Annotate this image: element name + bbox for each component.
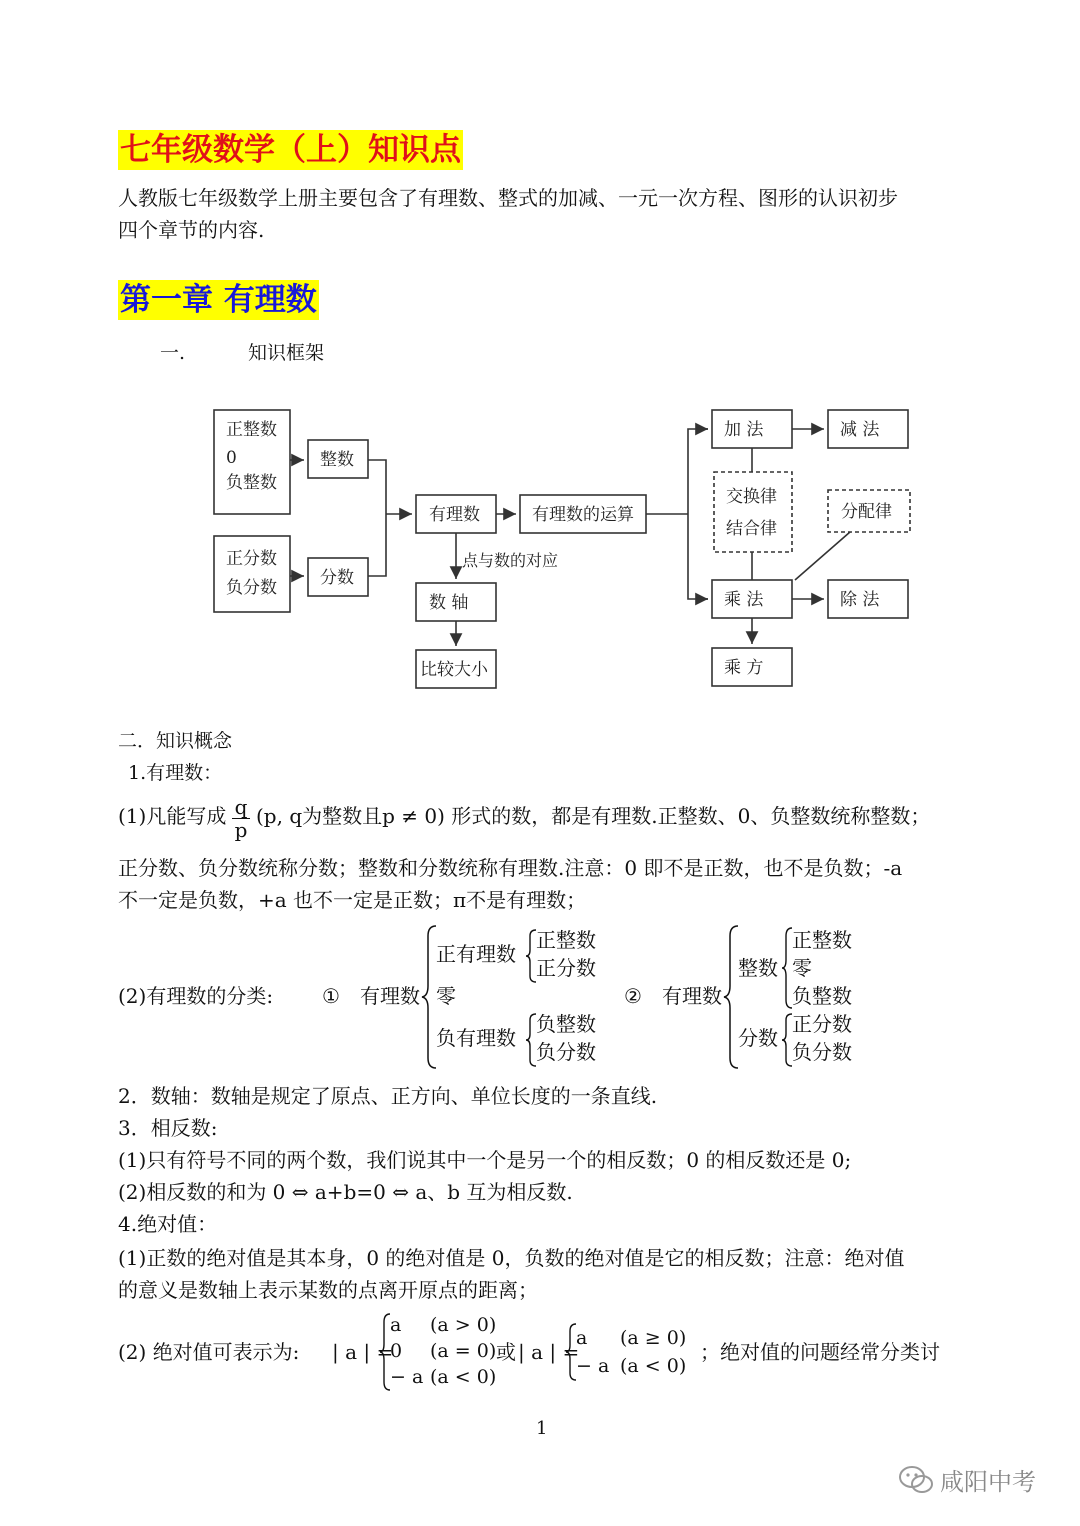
p2-neg-frac-2: 负分数	[792, 1040, 852, 1064]
diag-rational: 有理数	[429, 505, 480, 525]
diag-sub: 减 法	[840, 420, 880, 440]
intro-line-2: 四个章节的内容.	[118, 218, 265, 242]
diag-pos-int: 正整数	[226, 420, 277, 440]
intro-line-1: 人教版七年级数学上册主要包含了有理数、整式的加减、一元一次方程、图形的认识初步	[118, 186, 898, 210]
fraction-numerator: q	[232, 796, 250, 819]
or-word: 或	[496, 1340, 516, 1364]
p2-zero-2: 零	[792, 956, 812, 980]
section1-number: 一.	[160, 342, 186, 364]
p2-neg-frac-1: 负分数	[536, 1040, 596, 1064]
section1-label: 知识框架	[248, 342, 325, 364]
p1-d: 不一定是负数，+a 也不一定是正数；π不是有理数；	[118, 888, 587, 912]
diag-compare: 比较大小	[420, 660, 488, 680]
watermark-text: 咸阳中考	[940, 1468, 1036, 1496]
page-number: 1	[536, 1418, 548, 1439]
p2-pos-frac-1: 正分数	[536, 956, 596, 980]
case-3-value: − a	[390, 1366, 424, 1388]
item4-2-label: (2) 绝对值可表示为:	[118, 1340, 300, 1364]
diag-operations: 有理数的运算	[532, 505, 634, 525]
case-5-cond: (a < 0)	[620, 1355, 687, 1377]
p2-fraction: 分数	[738, 1026, 778, 1050]
item3-1: (1)只有符号不同的两个数，我们说其中一个是另一个的相反数；0 的相反数还是 0;	[118, 1148, 852, 1172]
p2-label: (2)有理数的分类:	[118, 984, 274, 1008]
case-5-value: − a	[576, 1355, 610, 1377]
diag-integer: 整数	[320, 450, 354, 470]
box-laws	[714, 472, 792, 552]
p1-a: (1)凡能写成	[118, 804, 227, 828]
p2-neg-int-1: 负整数	[536, 1012, 596, 1036]
p1-c: 正分数、负分数统称分数；整数和分数统称有理数.注意：0 即不是正数，也不是负数；-a	[118, 856, 903, 880]
diag-neg-int: 负整数	[226, 473, 277, 493]
item3: 3．相反数:	[118, 1116, 218, 1140]
p2-neg-int-2: 负整数	[792, 984, 852, 1008]
case-1-value: a	[390, 1314, 402, 1336]
p2-neg-rational: 负有理数	[436, 1026, 516, 1050]
diag-axis: 数 轴	[429, 593, 469, 613]
fraction-denominator: p	[234, 818, 248, 842]
wechat-icon	[898, 1465, 934, 1495]
fraction	[232, 796, 250, 841]
diag-pos-frac: 正分数	[226, 549, 277, 569]
p2-pos-frac-2: 正分数	[792, 1012, 852, 1036]
chapter-heading: 第一章 有理数	[120, 282, 317, 318]
item4-2-tail: ；绝对值的问题经常分类讨	[700, 1340, 940, 1364]
knowledge-diagram	[200, 380, 930, 700]
item3-2: (2)相反数的和为 0 ⇔ a+b=0 ⇔ a、b 互为相反数.	[118, 1180, 573, 1204]
p2-pos-rational: 正有理数	[436, 942, 516, 966]
diag-neg-frac: 负分数	[226, 578, 277, 598]
case-2-value: 0	[390, 1340, 403, 1362]
case-1-cond: (a > 0)	[430, 1314, 497, 1336]
diag-distributive: 分配律	[841, 502, 892, 522]
p2-pos-int-1: 正整数	[536, 928, 596, 952]
item1-heading: 1.有理数：	[128, 762, 223, 784]
item4-1b: 的意义是数轴上表示某数的点离开原点的距离；	[118, 1278, 538, 1302]
p2-rational-1: 有理数	[360, 984, 420, 1008]
watermark	[898, 1462, 1036, 1497]
box-frac-parts	[214, 536, 290, 612]
p2-integer: 整数	[738, 956, 778, 980]
p1-b: (p, q为整数且p ≠ 0) 形式的数，都是有理数.正整数、0、负整数统称整数；	[256, 804, 931, 828]
diag-associative: 结合律	[726, 519, 777, 539]
case-3-cond: (a < 0)	[430, 1366, 497, 1388]
diag-power: 乘 方	[724, 658, 764, 678]
section2-heading: 二．知识概念	[118, 730, 233, 752]
p2-zero-1: 零	[436, 984, 456, 1008]
diag-correspond: 点与数的对应	[462, 551, 559, 570]
case-4-cond: (a ≥ 0)	[620, 1327, 687, 1349]
diag-mul: 乘 法	[724, 590, 764, 610]
p2-pos-int-2: 正整数	[792, 928, 852, 952]
abs-expr-1: | a | =	[332, 1340, 394, 1364]
case-4-value: a	[576, 1327, 588, 1349]
diag-div: 除 法	[840, 590, 880, 610]
item4-1a: (1)正数的绝对值是其本身，0 的绝对值是 0，负数的绝对值是它的相反数；注意：绝对值	[118, 1246, 905, 1270]
p2-circle-1: ①	[322, 984, 340, 1008]
diag-zero: 0	[226, 448, 237, 468]
p2-circle-2: ②	[624, 984, 642, 1008]
diag-fraction: 分数	[320, 568, 354, 588]
diag-commutative: 交换律	[726, 487, 777, 507]
case-2-cond: (a = 0)	[430, 1340, 497, 1362]
diag-add: 加 法	[724, 420, 764, 440]
abs-cases-1	[390, 1312, 496, 1390]
item2: 2．数轴：数轴是规定了原点、正方向、单位长度的一条直线.	[118, 1084, 658, 1108]
p2-rational-2: 有理数	[662, 984, 722, 1008]
document-title: 七年级数学（上）知识点	[120, 132, 461, 168]
abs-expr-2: | a | =	[518, 1340, 580, 1364]
abs-cases-2	[576, 1324, 686, 1380]
item4: 4.绝对值：	[118, 1212, 218, 1236]
